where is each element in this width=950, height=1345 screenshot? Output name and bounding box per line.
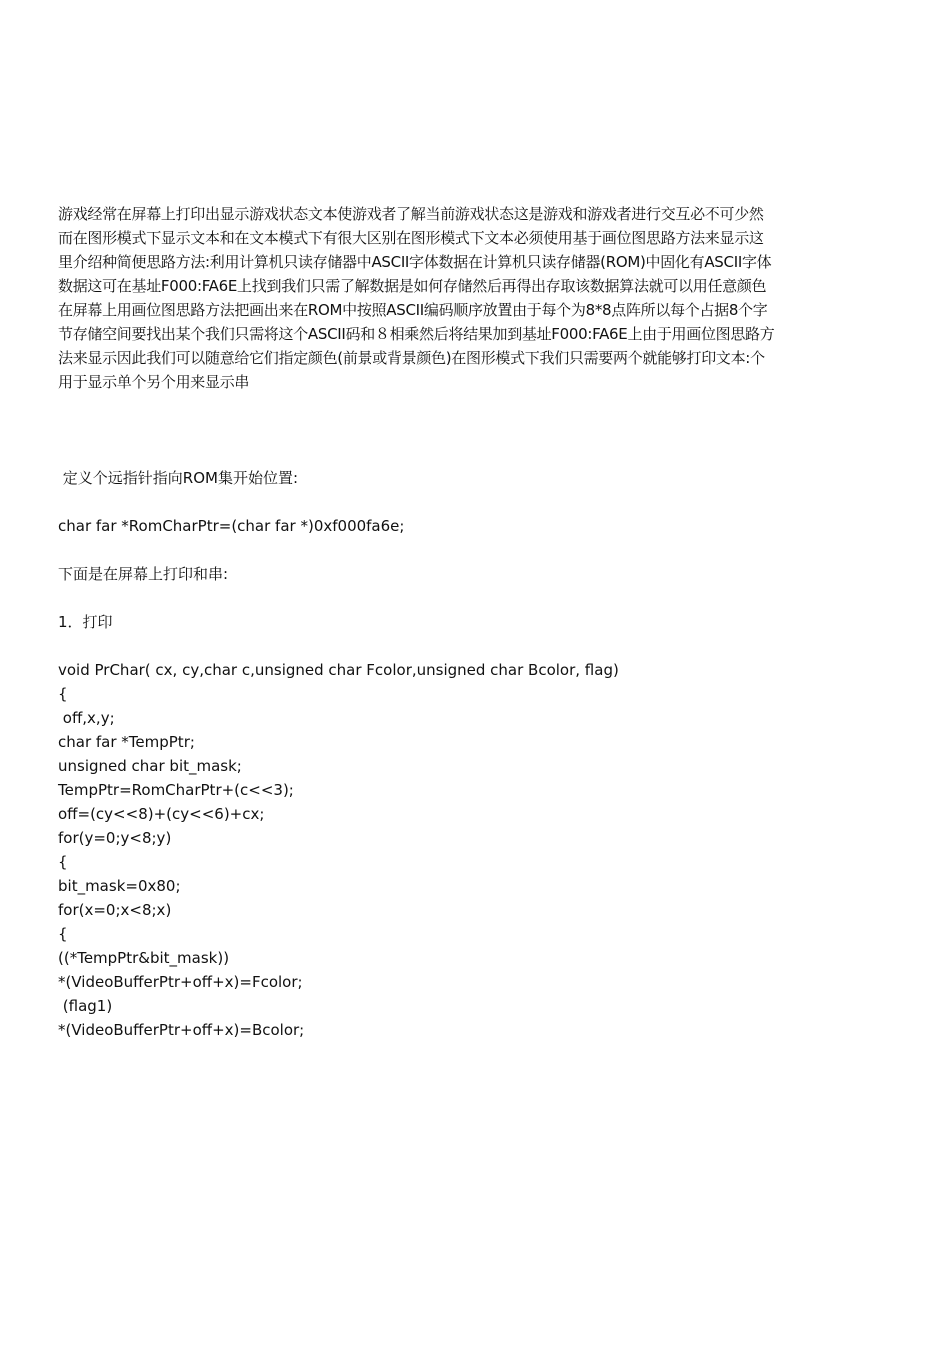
code-line: { xyxy=(58,685,68,703)
code-line: TempPtr=RomCharPtr+(c<<3); xyxy=(58,781,294,799)
code-line: *(VideoBufferPtr+off+x)=Bcolor; xyxy=(58,1021,305,1039)
code-block xyxy=(58,658,878,1042)
code-line: unsigned char bit_mask; xyxy=(58,757,242,775)
code-line: for(y=0;y<8;y) xyxy=(58,829,172,847)
intro-line: 而在图形模式下显示文本和在文本模式下有很大区别在图形模式下文本必须使用基于画位图思路方法来显示这 xyxy=(58,229,764,247)
intro-line: 数据这可在基址F000:FA6E上找到我们只需了解数据是如何存储然后再得出存取该数据算法就可以用任意颜色 xyxy=(58,277,767,295)
code-line: off,x,y; xyxy=(58,709,115,727)
code-line: *(VideoBufferPtr+off+x)=Fcolor; xyxy=(58,973,303,991)
code-line: ((*TempPtr&bit_mask)) xyxy=(58,949,230,967)
spacer xyxy=(58,490,878,514)
code-line: { xyxy=(58,853,68,871)
intro-line: 游戏经常在屏幕上打印出显示游戏状态文本使游戏者了解当前游戏状态这是游戏和游戏者进行交互必不可少然 xyxy=(58,205,764,223)
intro-paragraph xyxy=(58,202,848,394)
code-line: void PrChar( cx, cy,char c,unsigned char Fcolor,unsigned char Bcolor, flag) xyxy=(58,661,619,679)
step-heading: 1．打印 xyxy=(58,613,113,631)
pointer-declaration: char far *RomCharPtr=(char far *)0xf000fa6e; xyxy=(58,517,405,535)
body-block xyxy=(58,466,878,1042)
code-line: for(x=0;x<8;x) xyxy=(58,901,172,919)
intro-line: 用于显示单个另个用来显示串 xyxy=(58,373,250,391)
code-line: char far *TempPtr; xyxy=(58,733,195,751)
code-line: bit_mask=0x80; xyxy=(58,877,181,895)
code-line: off=(cy<<8)+(cy<<6)+cx; xyxy=(58,805,265,823)
spacer xyxy=(58,586,878,610)
spacer xyxy=(58,634,878,658)
intro-line: 节存储空间要找出某个我们只需将这个ASCII码和８相乘然后将结果加到基址F000:FA6E上由于用画位图思路方 xyxy=(58,325,775,343)
code-line: (flag1) xyxy=(58,997,113,1015)
define-pointer-text: 定义个远指针指向ROM集开始位置: xyxy=(58,469,298,487)
spacer xyxy=(58,538,878,562)
intro-line: 法来显示因此我们可以随意给它们指定颜色(前景或背景颜色)在图形模式下我们只需要两个就能够打印文本:个 xyxy=(58,349,765,367)
intro-line: 在屏幕上用画位图思路方法把画出来在ROM中按照ASCII编码顺序放置由于每个为8*8点阵所以每个占据8个字 xyxy=(58,301,768,319)
print-intro-text: 下面是在屏幕上打印和串: xyxy=(58,565,229,583)
intro-line: 里介绍种简便思路方法:利用计算机只读存储器中ASCII字体数据在计算机只读存储器(ROM)中固化有ASCII字体 xyxy=(58,253,772,271)
code-line: { xyxy=(58,925,68,943)
